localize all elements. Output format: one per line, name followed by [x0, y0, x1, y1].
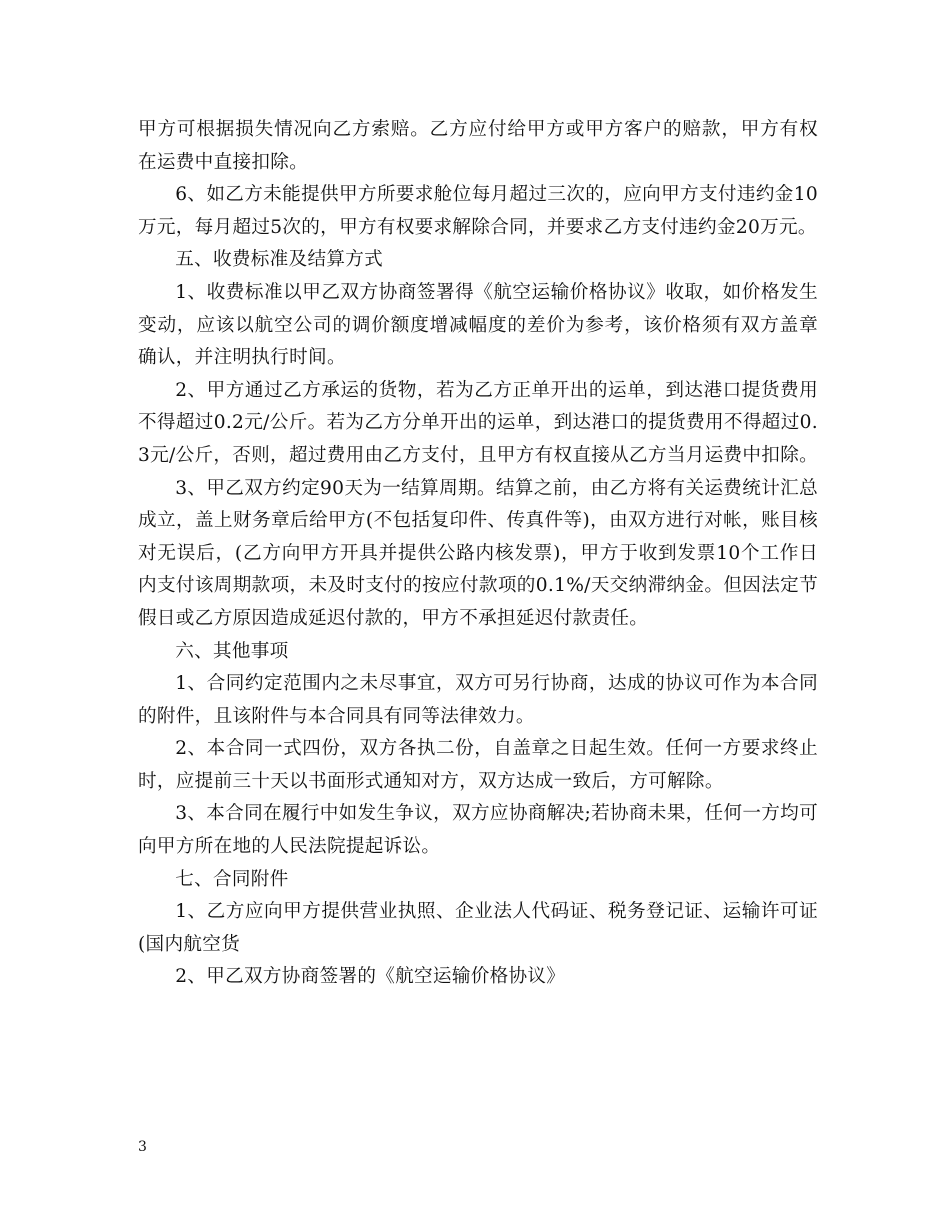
document-body: [138, 114, 818, 994]
section-heading: 五、收费标准及结算方式: [175, 249, 384, 271]
paragraph: 2、甲乙双方协商签署的《航空运输价格协议》: [175, 966, 566, 988]
paragraph: 1、合同约定范围内之未尽事宜，双方可另行协商，达成的协议可作为本合同的附件，且该附件与本合同具有同等法律效力。: [138, 673, 818, 727]
paragraph: 2、甲方通过乙方承运的货物，若为乙方正单开出的运单，到达港口提货费用不得超过0.2元/公斤。若为乙方分单开出的运单，到达港口的提货费用不得超过0.3元/公斤，否则，超过费用由乙方支付，且甲方有权直接从乙方当月运费中扣除。: [138, 379, 818, 466]
page-number: 3: [138, 1139, 147, 1155]
paragraph: 1、乙方应向甲方提供营业执照、企业法人代码证、税务登记证、运输许可证(国内航空货: [138, 901, 818, 955]
paragraph: 2、本合同一式四份，双方各执二份，自盖章之日起生效。任何一方要求终止时，应提前三十天以书面形式通知对方，双方达成一致后，方可解除。: [138, 738, 818, 792]
paragraph: 3、本合同在履行中如发生争议，双方应协商解决;若协商未果，任何一方均可向甲方所在地的人民法院提起诉讼。: [138, 803, 818, 858]
paragraph: 1、收费标准以甲乙双方协商签署得《航空运输价格协议》收取，如价格发生变动，应该以航空公司的调价额度增减幅度的差价为参考，该价格须有双方盖章确认，并注明执行时间。: [138, 281, 818, 369]
section-heading: 七、合同附件: [175, 868, 289, 890]
paragraph: 6、如乙方未能提供甲方所要求舱位每月超过三次的，应向甲方支付违约金10万元，每月超过5次的，甲方有权要求解除合同，并要求乙方支付违约金20万元。: [138, 184, 818, 238]
section-heading: 六、其他事项: [175, 640, 289, 662]
paragraph: 甲方可根据损失情况向乙方索赔。乙方应付给甲方或甲方客户的赔款，甲方有权在运费中直接扣除。: [138, 119, 818, 173]
paragraph: 3、甲乙双方约定90天为一结算周期。结算之前，由乙方将有关运费统计汇总成立，盖上财务章后给甲方(不包括复印件、传真件等)，由双方进行对帐，账目核对无误后，(乙方向甲方开具并提供公路内核发票)，甲方于收到发票10个工作日内支付该周期款项，未及时支付的按应付款项的0.1%/天交纳滞纳金。但因法定节假日或乙方原因造成延迟付款的，甲方不承担延迟付款责任。: [138, 477, 818, 629]
